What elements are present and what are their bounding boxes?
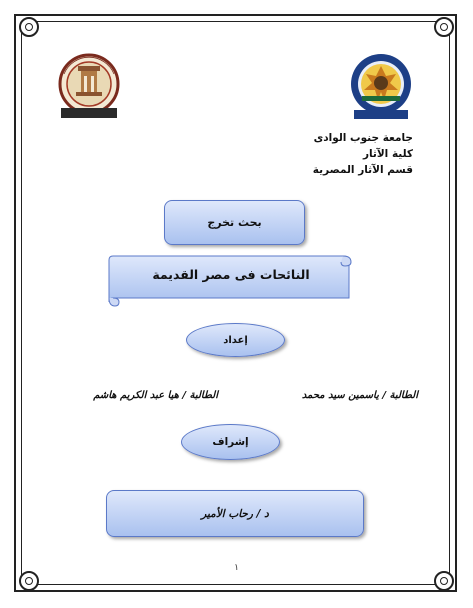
faculty-name: كلية الآثار — [362, 148, 413, 160]
corner-ornament-top-left — [19, 17, 39, 37]
student-name-1: الطالبة / ياسمين سيد محمد — [301, 390, 418, 401]
research-title: النائحات فى مصر القديمة — [152, 266, 310, 282]
research-type-label: بحث تخرج — [207, 216, 262, 229]
supervisor-box — [106, 490, 364, 537]
department-name: قسم الآثار المصرية — [312, 164, 413, 176]
supervision-label: إشراف — [212, 436, 249, 448]
faculty-of-archaeology-logo — [56, 52, 122, 120]
page-number: ١ — [234, 563, 239, 573]
prepared-by-badge — [186, 323, 285, 357]
student-names-row — [40, 390, 418, 408]
corner-ornament-bottom-left — [19, 571, 39, 591]
corner-ornament-top-right — [434, 17, 454, 37]
supervision-badge — [181, 424, 280, 460]
supervisor-name: د / رحاب الأمير — [201, 507, 269, 520]
institution-block — [313, 130, 413, 178]
south-valley-university-logo — [348, 52, 414, 120]
research-type-box — [164, 200, 305, 245]
university-name: جامعة جنوب الوادى — [313, 132, 413, 144]
prepared-by-label: إعداد — [223, 334, 248, 346]
corner-ornament-bottom-right — [434, 571, 454, 591]
student-name-2: الطالبة / هيا عبد الكريم هاشم — [93, 390, 218, 401]
